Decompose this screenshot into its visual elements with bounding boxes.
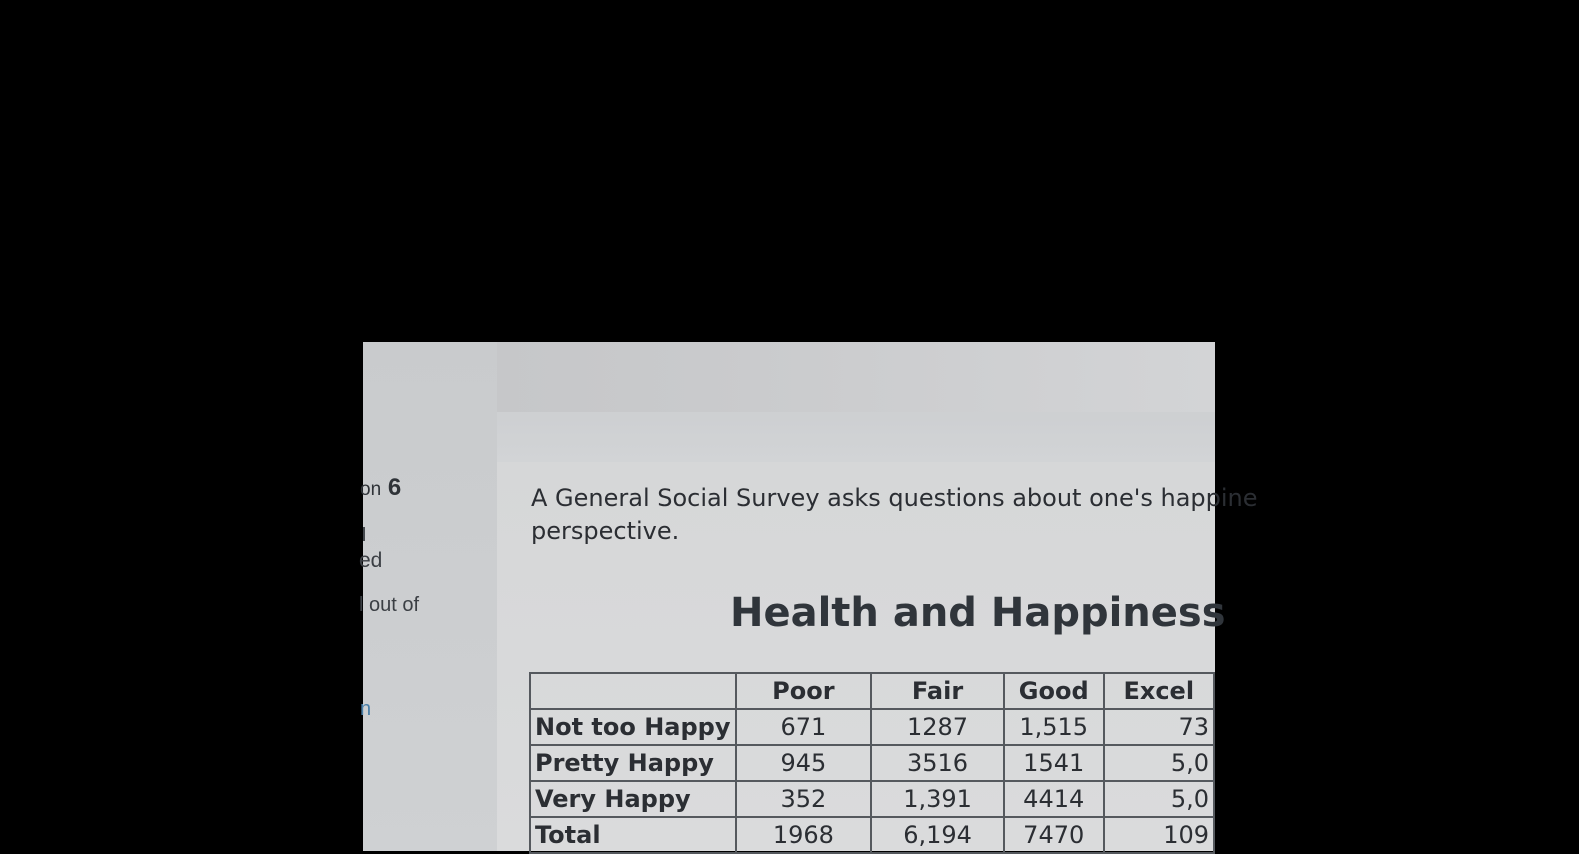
table-cell: 1541: [1004, 745, 1104, 781]
row-label: Total: [530, 817, 736, 853]
nav-link[interactable]: n: [360, 698, 372, 720]
table-row: [530, 745, 1214, 781]
table-row: [530, 781, 1214, 817]
row-label: Very Happy: [530, 781, 736, 817]
health-happiness-table: [529, 672, 1215, 854]
table-cell: 1,515: [1004, 709, 1104, 745]
question-number: 6: [387, 474, 402, 501]
browser-screen: [359, 342, 1258, 851]
question-content: [497, 462, 1258, 851]
question-status: ed: [359, 549, 383, 572]
prompt-line-2: perspective.: [531, 517, 680, 545]
table-cell: 109: [1104, 817, 1214, 853]
table-cell: 73: [1104, 709, 1214, 745]
table-header-row: [530, 673, 1214, 709]
table-title: Health and Happiness: [730, 590, 1226, 636]
table-row: [530, 817, 1214, 853]
table-cell: 4414: [1004, 781, 1104, 817]
question-points: l out of: [359, 594, 420, 616]
row-label: Pretty Happy: [530, 745, 736, 781]
row-label: Not too Happy: [530, 709, 736, 745]
table-cell: 5,0: [1104, 781, 1214, 817]
table-cell: 352: [736, 781, 872, 817]
header-cell-good: Good: [1004, 673, 1104, 709]
table-cell: 1,391: [871, 781, 1004, 817]
left-navigation: [359, 342, 497, 851]
prompt-line-1: A General Social Survey asks questions about one's happine: [531, 484, 1258, 512]
question-prefix: on: [360, 479, 382, 500]
table-cell: 3516: [871, 745, 1004, 781]
table-cell: 945: [736, 745, 872, 781]
table-cell: 1287: [871, 709, 1004, 745]
status-tick-mark: [363, 527, 365, 541]
question-number-label[interactable]: [360, 474, 401, 502]
table-cell: 5,0: [1104, 745, 1214, 781]
table-cell: 6,194: [871, 817, 1004, 853]
table-cell: 1968: [736, 817, 872, 853]
table-cell: 671: [736, 709, 872, 745]
question-prompt: [531, 482, 1291, 548]
header-cell-excellent: Excel: [1104, 673, 1214, 709]
header-cell-poor: Poor: [736, 673, 872, 709]
header-cell-fair: Fair: [871, 673, 1004, 709]
table-row: [530, 709, 1214, 745]
header-cell-empty: [530, 673, 736, 709]
table-cell: 7470: [1004, 817, 1104, 853]
